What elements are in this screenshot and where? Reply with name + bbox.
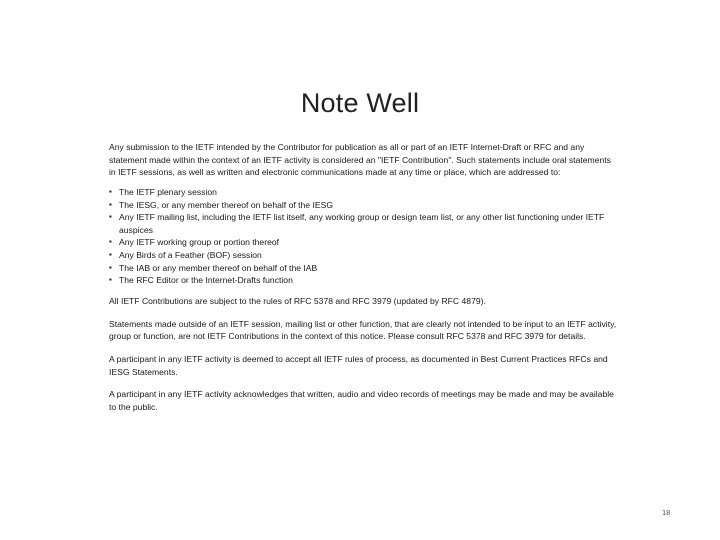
bullet-text: Any Birds of a Feather (BOF) session <box>119 250 262 261</box>
bcp-paragraph: A participant in any IETF activity is deemed to accept all IETF rules of process, as documented in Best Current Practices RFCs and IESG Statements. <box>109 353 608 377</box>
bullet-text: Any IETF working group or portion thereof <box>119 237 280 248</box>
bullet-text: The IESG, or any member thereof on behalf of the IESG <box>119 199 334 210</box>
bullet-item <box>109 199 619 212</box>
bullet-marker-icon: ▪ <box>109 237 112 247</box>
bullet-marker-icon: ▪ <box>109 199 112 209</box>
recording-paragraph: A participant in any IETF activity acknowledges that written, audio and video records of meetings may be made and may be available to the public. <box>109 389 614 413</box>
bullet-marker-icon: ▪ <box>109 250 112 260</box>
bullet-marker-icon: ▪ <box>109 262 112 272</box>
bullet-text: The RFC Editor or the Internet-Drafts function <box>119 275 293 286</box>
slide-title: Note Well <box>300 88 420 118</box>
bullet-item <box>109 236 619 249</box>
bullet-item <box>109 262 619 275</box>
outside-statements-paragraph: Statements made outside of an IETF session, mailing list or other function, that are clearly not intended to be input to an IETF activity, group or function, are not IETF Contributions in the context of this notice. Please consult RFC 5378 and RFC 3979 for details. <box>109 318 617 342</box>
bullet-list <box>109 186 619 287</box>
bullet-text: The IETF plenary session <box>119 187 217 198</box>
bullet-marker-icon: ▪ <box>109 275 112 285</box>
bullet-item <box>109 249 619 262</box>
bullet-marker-icon: ▪ <box>109 212 112 222</box>
bullet-item <box>109 274 619 287</box>
intro-paragraph: Any submission to the IETF intended by the Contributor for publication as all or part of an IETF Internet-Draft or RFC and any statement made within the context of an IETF activity is considered an "IETF Contribution". Such statements include oral statements in IETF sessions, as well as written and electronic communications made at any time or place, which are addressed to: <box>109 142 611 178</box>
bullet-marker-icon: ▪ <box>109 187 112 197</box>
bullet-item <box>109 211 619 236</box>
page-number: 18 <box>662 508 671 517</box>
bullet-item <box>109 186 619 199</box>
slide-body <box>109 141 619 414</box>
rules-paragraph: All IETF Contributions are subject to the rules of RFC 5378 and RFC 3979 (updated by RFC 4879). <box>109 295 486 306</box>
bullet-text: The IAB or any member thereof on behalf of the IAB <box>119 262 318 273</box>
bullet-text: Any IETF mailing list, including the IETF list itself, any working group or design team list, or any other list functioning under IETF auspices <box>119 212 605 235</box>
